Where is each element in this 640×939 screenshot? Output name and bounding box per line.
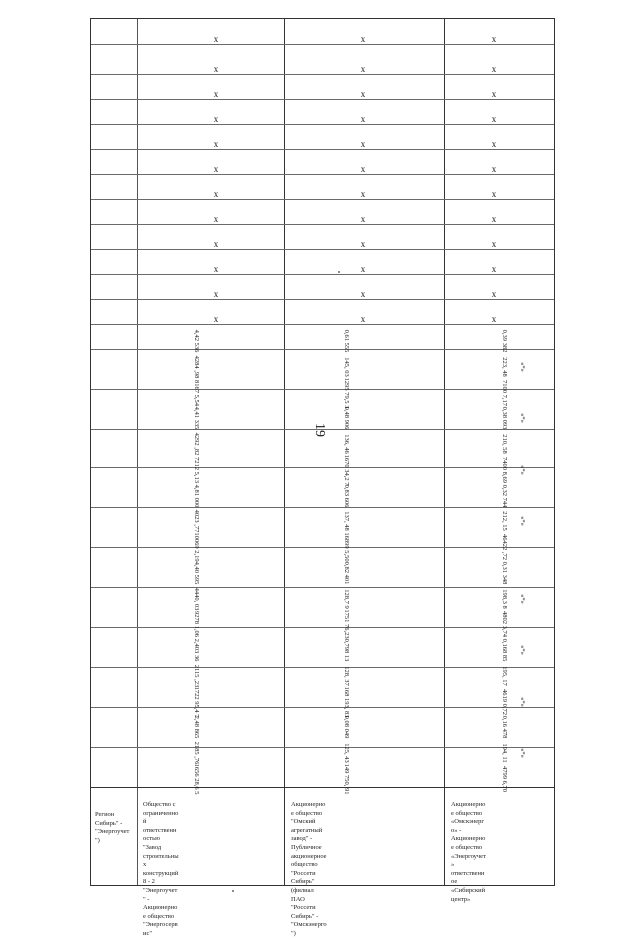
x-mark: x <box>491 114 497 124</box>
row-divider <box>91 467 554 468</box>
x-mark: x <box>491 264 497 274</box>
x-mark: x <box>491 64 497 74</box>
value-cell: 195, 17 <box>500 666 508 686</box>
value-cell: 8167 5,54 <box>192 379 200 406</box>
row-divider <box>91 389 554 390</box>
row-divider <box>91 199 554 200</box>
row-label-0: Регион Сибирь" - "Энергоучет") <box>95 811 130 844</box>
value-cell: 7212 5,13 <box>192 456 200 483</box>
x-mark: x <box>213 264 219 274</box>
value-cell: 4,42 536 <box>192 329 200 353</box>
x-mark: x <box>360 114 366 124</box>
x-mark: x <box>491 289 497 299</box>
row-divider <box>91 429 554 430</box>
row-divider <box>91 249 554 250</box>
value-cell: 16899 5,50 <box>342 532 350 562</box>
row-divider <box>91 299 554 300</box>
row-label-1: Общество с ограниченной ответственностью "Завод строительных конструкций 8 - 2 "Энергоучет" - Акционерное общество "Энергосервис" <box>143 801 179 937</box>
row-divider <box>91 149 554 150</box>
row-divider <box>91 547 554 548</box>
value-cell: 210, 58 <box>500 434 508 454</box>
value-cell: 1656 28,6 5 <box>192 763 200 795</box>
row-divider <box>91 174 554 175</box>
row-divider <box>91 787 554 788</box>
value-cell: 7400 8,69 <box>500 456 508 483</box>
row-divider <box>91 587 554 588</box>
x-mark: x <box>213 289 219 299</box>
value-note: «*» <box>518 516 526 527</box>
value-cell: 0,168 85 <box>500 638 508 662</box>
value-cell: 4440, 03 <box>192 587 200 611</box>
x-mark: x <box>360 139 366 149</box>
value-cell: 4,81 000 <box>192 484 200 507</box>
x-mark: x <box>213 114 219 124</box>
x-mark: x <box>213 64 219 74</box>
value-cell: 2185 ,76 <box>192 741 200 765</box>
x-mark: x <box>213 34 219 44</box>
value-cell: 137, 48 <box>342 511 350 532</box>
value-cell: 125, 43 <box>342 743 350 763</box>
row-divider <box>91 667 554 668</box>
value-note: «*» <box>518 593 526 604</box>
x-mark: x <box>360 34 366 44</box>
x-mark: x <box>360 239 366 249</box>
value-cell: 4,40 595 <box>192 561 200 585</box>
scan-speck-2 <box>232 890 234 892</box>
value-cell: 0,38 093 <box>500 406 508 430</box>
value-cell: 128,7 9 <box>342 588 350 609</box>
value-cell: 2,48 865 <box>192 716 200 739</box>
x-mark: x <box>360 264 366 274</box>
x-mark: x <box>360 64 366 74</box>
row-label-3: Акционерное общество «Омскэнерго» - Акционерное общество «Энергоучет» ответственное «Сибирский центр» <box>451 801 486 903</box>
value-cell: 223, 48 <box>500 357 508 377</box>
value-cell: 10069 2,19 <box>192 532 200 562</box>
value-cell: 4292 ,82 <box>192 432 200 456</box>
x-mark: x <box>213 164 219 174</box>
value-cell: 2115 ,23 <box>192 664 200 688</box>
x-mark: x <box>491 164 497 174</box>
value-cell: 0,32 744 <box>500 484 508 507</box>
row-divider <box>91 747 554 748</box>
value-cell: 7100 7,17 <box>500 379 508 406</box>
x-mark: x <box>360 89 366 99</box>
row-divider <box>91 627 554 628</box>
value-cell: 0,82 401 <box>342 561 350 585</box>
value-cell: 0,61 555 <box>342 329 350 353</box>
x-mark: x <box>213 214 219 224</box>
value-cell: 0,08 049 <box>342 716 350 739</box>
value-cell: 0,798 13 <box>342 638 350 662</box>
x-mark: x <box>491 214 497 224</box>
value-cell: 4619 0,72 <box>500 688 508 715</box>
row-divider <box>91 74 554 75</box>
value-cell: 1670 34,2 7 <box>342 454 350 486</box>
x-mark: x <box>213 189 219 199</box>
x-mark: x <box>213 239 219 249</box>
x-mark: x <box>491 189 497 199</box>
value-note: «*» <box>518 748 526 759</box>
x-mark: x <box>360 189 366 199</box>
value-cell: 0,48 906 <box>342 406 350 430</box>
value-cell: 0,31 348 <box>500 561 508 585</box>
x-mark: x <box>360 214 366 224</box>
x-mark: x <box>491 314 497 324</box>
value-note: «*» <box>518 361 526 372</box>
value-cell: 194, 11 <box>500 743 508 763</box>
value-cell: 212, 15 <box>500 511 508 532</box>
value-cell: 4799 6,70 <box>500 766 508 792</box>
value-note: «*» <box>518 413 526 424</box>
value-cell: 2,403 36 <box>192 638 200 662</box>
value-cell: 128, 37 <box>342 666 350 686</box>
value-cell: 198,3 8 <box>500 588 508 609</box>
value-cell: 1751 76,23 <box>342 609 350 640</box>
row-divider <box>91 274 554 275</box>
x-mark: x <box>491 139 497 149</box>
value-cell: 149 750, 91 <box>342 763 350 795</box>
value-cell: 136, 46 <box>342 434 350 454</box>
value-cell: 145, 03 <box>342 357 350 377</box>
row-divider <box>91 324 554 325</box>
value-note: «*» <box>518 464 526 475</box>
page-number: 19 <box>312 423 327 437</box>
value-cell: 4023 ,77 <box>192 509 200 533</box>
x-mark: x <box>213 139 219 149</box>
x-mark: x <box>213 314 219 324</box>
x-mark: x <box>360 289 366 299</box>
row-divider <box>91 349 554 350</box>
value-cell: 46422 ,72 <box>500 534 508 561</box>
value-note: «*» <box>518 645 526 656</box>
value-cell: 0,39 382 <box>500 329 508 353</box>
data-table <box>90 18 555 937</box>
x-mark: x <box>213 89 219 99</box>
value-cell: 1722 95,4 7 <box>192 686 200 718</box>
x-mark: x <box>491 239 497 249</box>
value-cell: 9278 1,06 <box>192 611 200 638</box>
value-cell: 4802 3,74 <box>500 611 508 638</box>
value-cell: 1295 79,5 3 <box>342 377 350 408</box>
row-divider <box>91 707 554 708</box>
value-note: «*» <box>518 696 526 707</box>
x-mark: x <box>360 314 366 324</box>
row-divider <box>91 44 554 45</box>
row-divider <box>91 99 554 100</box>
value-cell: 0,83 606 <box>342 484 350 507</box>
x-mark: x <box>360 164 366 174</box>
value-cell: 4284 ,98 <box>192 355 200 379</box>
x-mark: x <box>491 34 497 44</box>
row-label-2: Акционерное общество "Омский агрегатный завод" - Публичное акционерное общество "Россети Сибирь" (филиал ПАО "Россети Сибирь" - "Омскэнерго") <box>291 801 327 937</box>
value-cell: 0,16 478 <box>500 716 508 739</box>
row-divider <box>91 124 554 125</box>
x-mark: x <box>491 89 497 99</box>
value-cell: 168 193, 83 <box>342 686 350 718</box>
row-divider <box>91 507 554 508</box>
value-cell: 4,41 335 <box>192 406 200 430</box>
row-divider <box>91 224 554 225</box>
